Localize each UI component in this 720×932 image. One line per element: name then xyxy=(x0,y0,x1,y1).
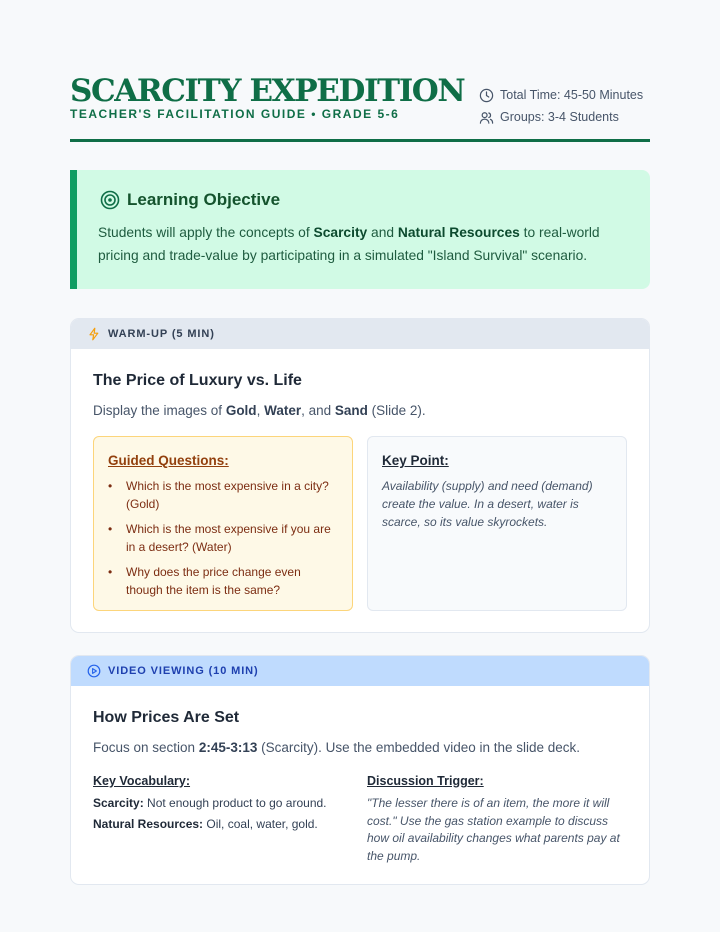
video-card xyxy=(70,655,650,885)
item-sand: Sand xyxy=(334,403,368,418)
discussion-trigger-text: "The lesser there is of an item, the more it will cost." Use the gas station example to discuss how oil availability changes what parents pay at the pump. xyxy=(367,796,620,863)
list-item: • Which is the most expensive in a city? (Gold) xyxy=(108,477,340,513)
objective-term-scarcity: Scarcity xyxy=(313,225,368,240)
page-subtitle: TEACHER'S FACILITATION GUIDE • GRADE 5-6 xyxy=(70,107,400,121)
objective-text-part: and xyxy=(367,225,398,240)
discussion-trigger-label: Discussion Trigger: xyxy=(367,774,484,788)
video-header xyxy=(71,656,649,686)
total-time-text: Total Time: 45-50 Minutes xyxy=(500,88,644,102)
objective-text-part: Students will apply the concepts of xyxy=(98,225,314,240)
video-timestamp: 2:45-3:13 xyxy=(198,740,258,755)
warmup-intro-part: , and xyxy=(301,403,335,418)
key-point-label: Key Point: xyxy=(382,453,449,468)
vocab-item xyxy=(93,796,327,810)
list-item: • Why does the price change even though the item is the same? xyxy=(108,563,340,599)
guided-questions-box xyxy=(93,436,353,611)
key-point-text: Availability (supply) and need (demand) create the value. In a desert, water is scarce, so its value skyrockets. xyxy=(382,479,593,529)
vocab-term: Natural Resources: xyxy=(93,817,204,831)
guided-questions-label: Guided Questions: xyxy=(108,453,229,468)
item-water: Water xyxy=(264,403,302,418)
objective-heading xyxy=(100,190,280,210)
video-title: How Prices Are Set xyxy=(93,709,240,726)
item-gold: Gold xyxy=(225,403,257,418)
objective-term-natural-resources: Natural Resources xyxy=(397,225,520,240)
session-meta xyxy=(479,84,643,128)
warmup-card xyxy=(70,318,650,633)
groups xyxy=(479,106,643,128)
target-icon xyxy=(100,190,120,210)
play-circle-icon xyxy=(87,664,101,678)
total-time xyxy=(479,84,643,106)
objective-text xyxy=(98,221,628,267)
objective-text-part: to real-world pricing and trade-value by participating in a simulated "Island Survival" scenario. xyxy=(98,225,600,263)
vocab-definition: Oil, coal, water, gold. xyxy=(203,817,318,831)
page-title: SCARCITY EXPEDITION xyxy=(70,73,465,109)
warmup-intro-part: (Slide 2). xyxy=(367,403,426,418)
learning-objective xyxy=(70,170,650,289)
clock-icon xyxy=(479,88,494,103)
users-icon xyxy=(479,110,494,125)
video-focus xyxy=(93,740,580,755)
vocab-term: Scarcity: xyxy=(93,796,144,810)
warmup-header-label: WARM-UP (5 MIN) xyxy=(108,328,215,340)
key-point-box xyxy=(367,436,627,611)
video-header-label: VIDEO VIEWING (10 MIN) xyxy=(108,665,259,677)
page-header xyxy=(70,70,650,142)
vocab-definition: Not enough product to go around. xyxy=(143,796,327,810)
warmup-intro-part: , xyxy=(256,403,265,418)
video-focus-part: Focus on section xyxy=(93,740,199,755)
groups-text: Groups: 3-4 Students xyxy=(500,110,619,124)
objective-title: Learning Objective xyxy=(127,190,281,209)
lightning-icon xyxy=(87,327,101,341)
vocab-item xyxy=(93,817,318,831)
warmup-intro-part: Display the images of xyxy=(93,403,226,418)
warmup-title: The Price of Luxury vs. Life xyxy=(93,372,302,389)
warmup-intro xyxy=(93,403,426,418)
vocab-label: Key Vocabulary: xyxy=(93,774,191,788)
list-item: • Which is the most expensive if you are in a desert? (Water) xyxy=(108,520,340,556)
guided-questions-list xyxy=(108,477,340,606)
video-focus-part: (Scarcity). Use the embedded video in the slide deck. xyxy=(257,740,581,755)
warmup-header xyxy=(71,319,649,349)
